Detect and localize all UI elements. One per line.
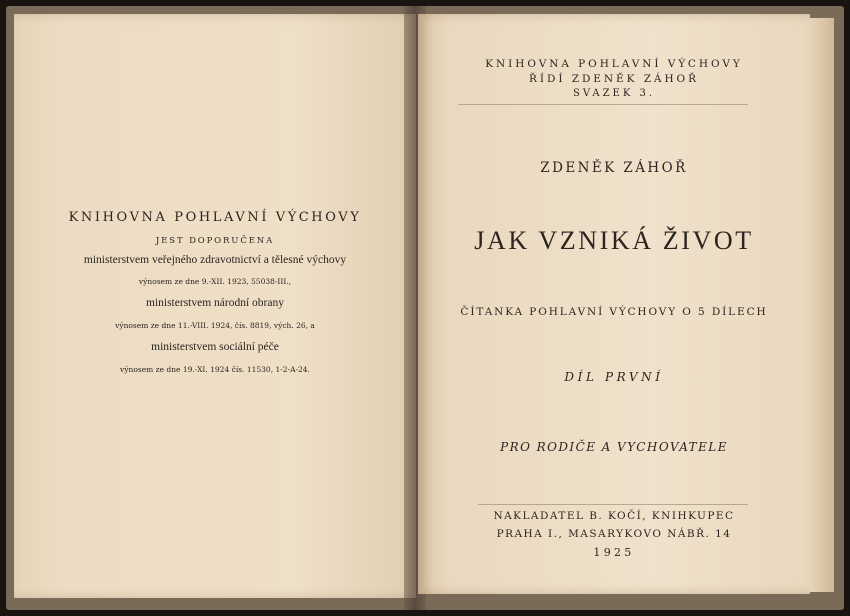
book-subtitle: ČÍTANKA POHLAVNÍ VÝCHOVY O 5 DÍLECH <box>460 306 768 318</box>
left-library-title: KNIHOVNA POHLAVNÍ VÝCHOVY <box>68 210 362 225</box>
left-decree-defense: výnosem ze dne 11.-VIII. 1924, čís. 8819, vých. 26, a <box>115 321 315 330</box>
book-title: JAK VZNIKÁ ŽIVOT <box>474 226 754 255</box>
series-line-1: KNIHOVNA POHLAVNÍ VÝCHOVY <box>485 58 743 70</box>
left-recommended: JEST DOPORUČENA <box>155 236 275 246</box>
left-decree-social: výnosem ze dne 19.-XI. 1924 čís. 11530, 1-2-A-24. <box>120 365 310 374</box>
part-label: DÍL PRVNÍ <box>564 370 664 384</box>
left-page <box>14 14 416 598</box>
publisher-line-1: NAKLADATEL B. KOČÍ, KNIHKUPEC <box>493 510 735 522</box>
series-line-3: SVAZEK 3. <box>572 88 656 99</box>
publisher-divider <box>478 504 748 505</box>
audience-label: PRO RODIČE A VYCHOVATELE <box>500 440 728 454</box>
left-decree-health: výnosem ze dne 9.-XII. 1923, 55038-III., <box>138 277 292 286</box>
publisher-line-2: PRAHA I., MASARYKOVO NÁBŘ. 14 <box>496 528 732 540</box>
right-page <box>418 14 810 594</box>
series-divider <box>458 104 748 105</box>
series-line-2: ŘÍDÍ ZDENĚK ZÁHOŘ <box>529 73 699 85</box>
left-ministry-defense: ministerstvem národní obrany <box>146 297 284 309</box>
author-name: ZDENĚK ZÁHOŘ <box>540 160 688 176</box>
left-ministry-social: ministerstvem sociální péče <box>151 341 279 353</box>
page-edges <box>810 18 834 592</box>
publication-year: 1925 <box>593 546 635 559</box>
left-ministry-health: ministerstvem veřejného zdravotnictví a tělesné výchovy <box>83 254 347 266</box>
